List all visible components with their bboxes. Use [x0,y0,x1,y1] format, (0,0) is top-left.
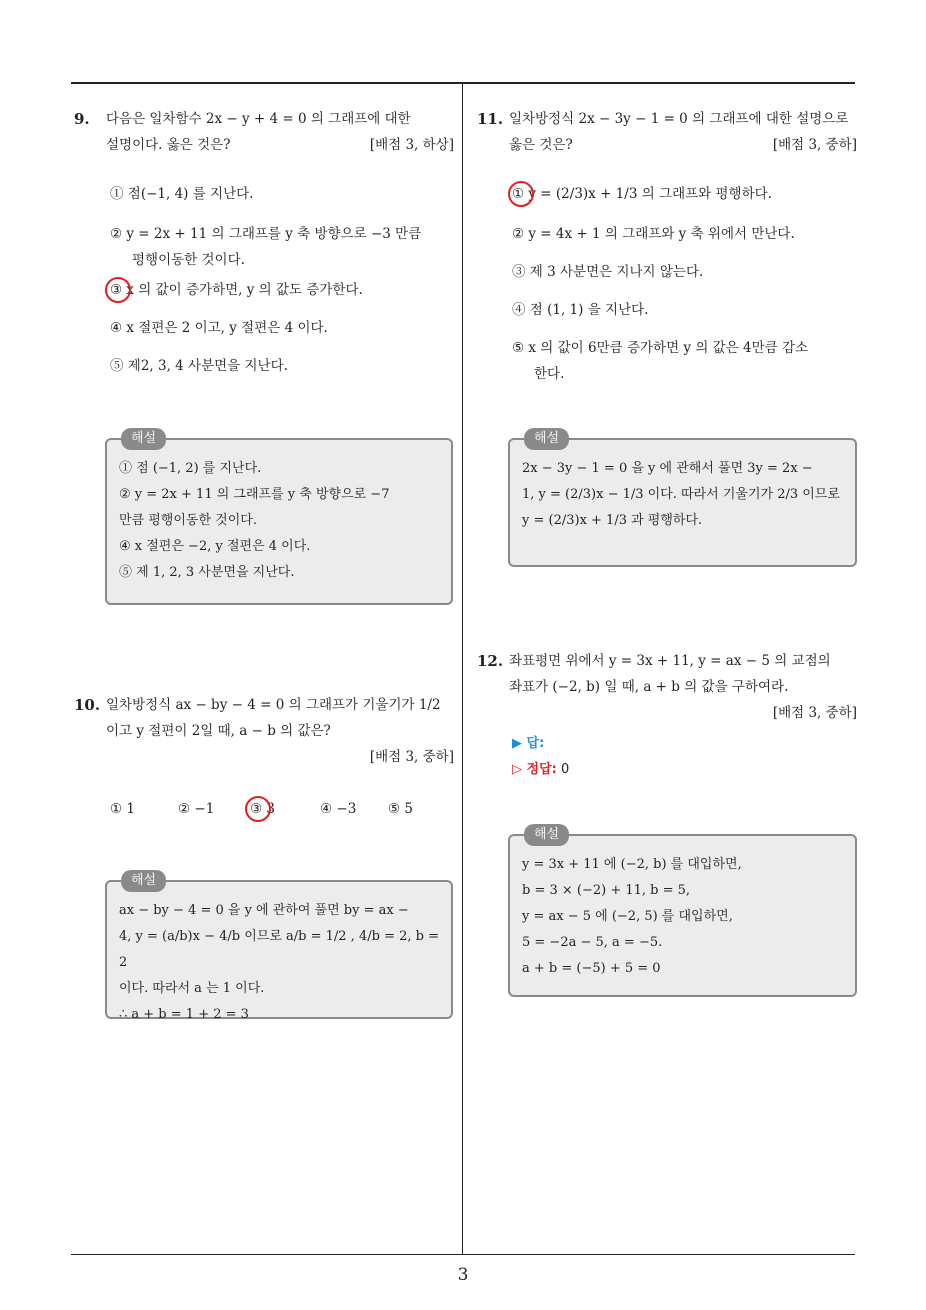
selected-answer-circle [105,277,131,303]
explanation-line: 4, y = (a/b)x − 4/b 이므로 a/b = 1/2 , 4/b = 2, b = 2 [119,929,439,970]
option-5[interactable]: ⑤ 5 [388,801,413,817]
option-2[interactable]: ② y = 2x + 11 의 그래프를 y 축 방향으로 −3 만큼 [110,226,422,242]
stem-line: 일차방정식 ax − by − 4 = 0 의 그래프가 기울기가 1/2 [106,697,441,713]
answer-label: ▶ 답: [512,736,545,751]
explanation-line: y = (2/3)x + 1/3 과 평행하다. [522,513,703,528]
option-1[interactable]: ① 1 [110,801,135,817]
stem-line: 좌표가 (−2, b) 일 때, a + b 의 값을 구하여라. [509,679,789,695]
explanation-line: 이다. 따라서 a 는 1 이다. [119,981,265,996]
stem-line: 옳은 것은? [509,137,573,153]
option-1[interactable]: ① 점(−1, 4) 를 지난다. [110,186,254,202]
bottom-rule [71,1254,855,1255]
top-rule [71,82,855,84]
stem-line: 다음은 일차함수 2x − y + 4 = 0 의 그래프에 대한 [106,111,411,127]
explanation-tag: 해설 [121,870,166,892]
question-11 [477,106,857,158]
q12-explanation-box [508,827,857,997]
q9-explanation-box [105,431,453,605]
question-source: [배점 3, 중하] [369,749,454,765]
selected-answer-circle [508,181,534,207]
option-4[interactable]: ④ 점 (1, 1) 을 지난다. [512,302,649,318]
column-divider [462,84,463,1254]
question-number: 11. [477,110,504,128]
explanation-line: y = 3x + 11 에 (−2, b) 를 대입하면, [522,857,742,872]
explanation-line: b = 3 × (−2) + 11, b = 5, [522,883,691,898]
option-5[interactable]: ⑤ 제2, 3, 4 사분면을 지난다. [110,358,288,374]
question-stem [509,648,857,726]
explanation-tag: 해설 [121,428,166,450]
stem-line: 이고 y 절편이 2일 때, a − b 의 값은? [106,723,331,739]
correct-answer-label: ▷ 정답: [512,762,557,777]
explanation-line: 1, y = (2/3)x − 1/3 이다. 따라서 기울기가 2/3 이므로 [522,487,840,502]
explanation-line: ② y = 2x + 11 의 그래프를 y 축 방향으로 −7 [119,487,390,502]
explanation-line: a + b = (−5) + 5 = 0 [522,961,661,976]
correct-answer-row [512,757,569,783]
q11-explanation-box [508,431,857,567]
option-2-continued: 평행이동한 것이다. [132,252,245,268]
option-1[interactable]: ① y = (2/3)x + 1/3 의 그래프와 평행하다. [512,186,772,202]
page-number: 3 [457,1265,469,1285]
question-source: [배점 3, 중하] [772,705,857,721]
question-stem [106,692,454,770]
stem-line: 일차방정식 2x − 3y − 1 = 0 의 그래프에 대한 설명으로 [509,111,849,127]
question-10 [74,692,454,770]
explanation-line: ④ x 절편은 −2, y 절편은 4 이다. [119,539,311,554]
explanation-line: y = ax − 5 에 (−2, 5) 를 대입하면, [522,909,733,924]
question-source: [배점 3, 중하] [772,137,857,153]
explanation-line: 만큼 평행이동한 것이다. [119,513,257,528]
explanation-tag: 해설 [524,824,569,846]
explanation-line: ax − by − 4 = 0 을 y 에 관하여 풀면 by = ax − [119,903,409,918]
stem-line: 설명이다. 옳은 것은? [106,137,231,153]
option-5-continued: 한다. [534,366,565,382]
explanation-line: ① 점 (−1, 2) 를 지난다. [119,461,262,476]
explanation-line: 2x − 3y − 1 = 0 을 y 에 관해서 풀면 3y = 2x − [522,461,813,476]
q10-explanation-box [105,873,453,1022]
option-3[interactable]: ③ 제 3 사분면은 지나지 않는다. [512,264,704,280]
question-stem [106,106,454,158]
option-5[interactable]: ⑤ x 의 값이 6만큼 증가하면 y 의 값은 4만큼 감소 [512,340,809,356]
answer-row [512,731,544,757]
option-4[interactable]: ④ −3 [320,801,357,817]
option-2[interactable]: ② y = 4x + 1 의 그래프와 y 축 위에서 만난다. [512,226,795,242]
question-source: [배점 3, 하상] [369,137,454,153]
option-4[interactable]: ④ x 절편은 2 이고, y 절편은 4 이다. [110,320,328,336]
question-9 [74,106,454,158]
selected-answer-circle [245,796,271,822]
explanation-line: 5 = −2a − 5, a = −5. [522,935,663,950]
option-2[interactable]: ② −1 [178,801,215,817]
question-number: 9. [74,110,90,128]
question-stem [509,106,857,158]
option-3[interactable]: ③ 3 [250,801,275,817]
explanation-tag: 해설 [524,428,569,450]
explanation-line: ∴ a + b = 1 + 2 = 3 [119,1007,249,1022]
question-number: 10. [74,696,101,714]
correct-answer-value: 0 [560,762,570,777]
question-number: 12. [477,652,504,670]
question-12 [477,648,857,726]
explanation-line: ⑤ 제 1, 2, 3 사분면을 지난다. [119,565,295,580]
stem-line: 좌표평면 위에서 y = 3x + 11, y = ax − 5 의 교점의 [509,653,831,669]
option-3[interactable]: ③ x 의 값이 증가하면, y 의 값도 증가한다. [110,282,363,298]
